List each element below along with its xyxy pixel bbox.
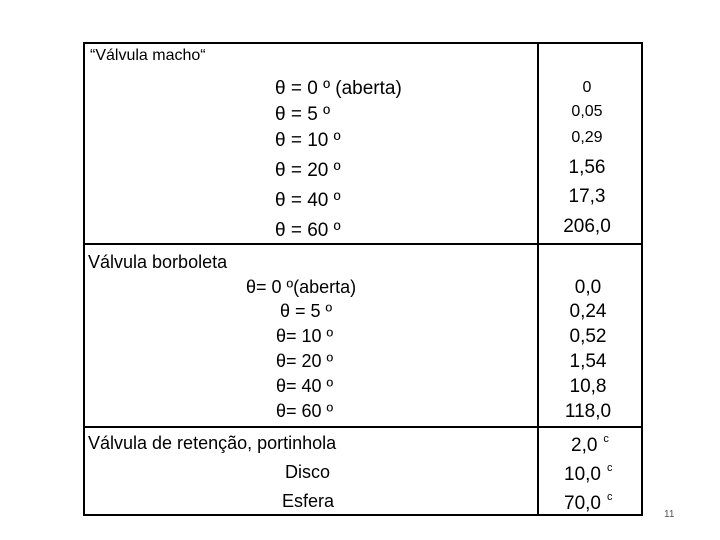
row-label: θ = 10 º (275, 130, 341, 151)
row-label: θ = 40 º (275, 190, 341, 211)
row-label: θ= 0 º(aberta) (246, 277, 357, 297)
row-label-disco: Disco (285, 462, 331, 482)
value-text: 70,0 (564, 493, 601, 514)
footnote-marker: c (603, 433, 609, 445)
row-label: θ = 5 º (275, 104, 331, 125)
value-text: 2,0 (571, 435, 598, 456)
row-value: 10,8 (569, 376, 607, 397)
row-label: θ= 20 º (276, 351, 334, 371)
row-label: θ= 60 º (276, 401, 334, 421)
section-title-valvula-borboleta: Válvula borboleta (88, 252, 228, 272)
row-value-esfera (564, 492, 612, 513)
row-label: θ = 5 º (280, 301, 333, 321)
row-value: 206,0 (563, 216, 611, 237)
row-value: 118,0 (564, 401, 612, 422)
row-value: 1,54 (569, 351, 607, 372)
row-label: θ= 10 º (276, 326, 334, 346)
row-value: 0,29 (571, 129, 603, 146)
row-label: θ = 0 º (aberta) (275, 78, 402, 99)
row-value: 17,3 (568, 186, 606, 207)
row-divider-2 (83, 426, 643, 428)
row-label: θ= 40 º (276, 376, 334, 396)
row-label-esfera: Esfera (282, 491, 335, 511)
row-value: 0,24 (569, 301, 607, 322)
row-value: 0,52 (569, 326, 607, 347)
footnote-marker: c (606, 491, 613, 503)
row-value: 0,05 (571, 103, 603, 120)
row-value: 0,0 (574, 277, 602, 298)
section-title-valvula-retencao: Válvula de retenção, portinhola (88, 433, 337, 453)
row-value-portinhola (571, 434, 609, 455)
row-value: 0 (582, 79, 592, 96)
row-value-disco (564, 463, 612, 484)
row-value: 1,56 (568, 157, 606, 178)
section-title-valvula-macho: “Válvula macho“ (90, 47, 206, 64)
page-number: 11 (664, 509, 675, 520)
row-label: θ = 20 º (275, 160, 341, 181)
value-text: 10,0 (564, 464, 601, 485)
row-divider-1 (83, 243, 643, 245)
row-label: θ = 60 º (275, 220, 341, 241)
footnote-marker: c (606, 462, 613, 474)
